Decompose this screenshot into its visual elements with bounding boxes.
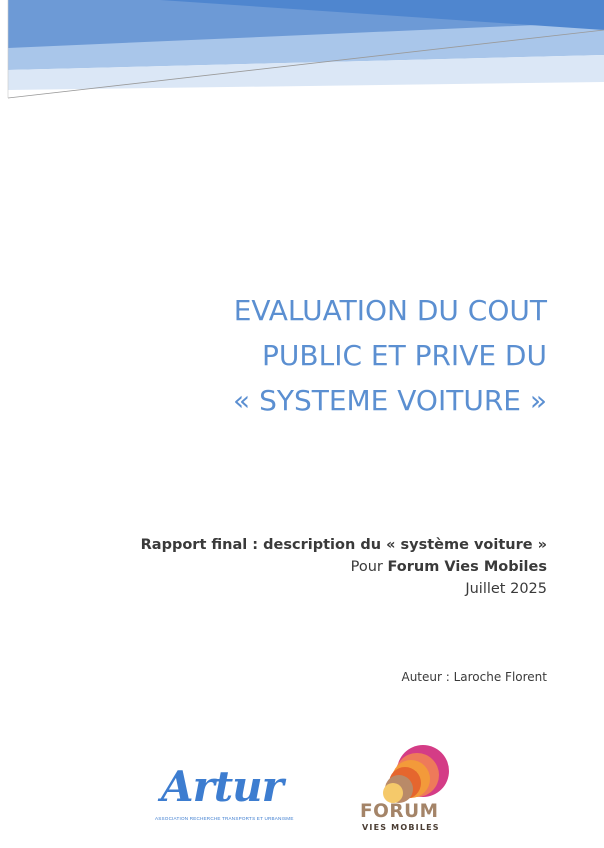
title-line-2: PUBLIC ET PRIVE DU [262, 339, 547, 372]
document-title [127, 288, 547, 423]
artur-tagline: ASSOCIATION RECHERCHE TRANSPORTS ET URBANISME [155, 816, 294, 821]
forum-circles-icon [365, 745, 451, 807]
artur-logo [155, 762, 294, 832]
artur-wordmark: Artur [161, 762, 283, 811]
forum-subtitle: VIES MOBILES [362, 823, 440, 832]
recipient-org: Forum Vies Mobiles [387, 559, 547, 575]
forum-vies-mobiles-logo [357, 745, 457, 837]
recipient-prefix: Pour [350, 559, 388, 575]
forum-wordmark: FORUM [360, 801, 439, 822]
report-info [87, 534, 547, 600]
report-description: Rapport final : description du « système voiture » [140, 537, 547, 553]
author-line: Auteur : Laroche Florent [401, 670, 547, 684]
report-date: Juillet 2025 [465, 581, 547, 597]
title-line-1: EVALUATION DU COUT [233, 294, 547, 327]
title-line-3: « SYSTEME VOITURE » [233, 384, 547, 417]
report-recipient [87, 556, 547, 578]
header-decoration [0, 0, 604, 110]
